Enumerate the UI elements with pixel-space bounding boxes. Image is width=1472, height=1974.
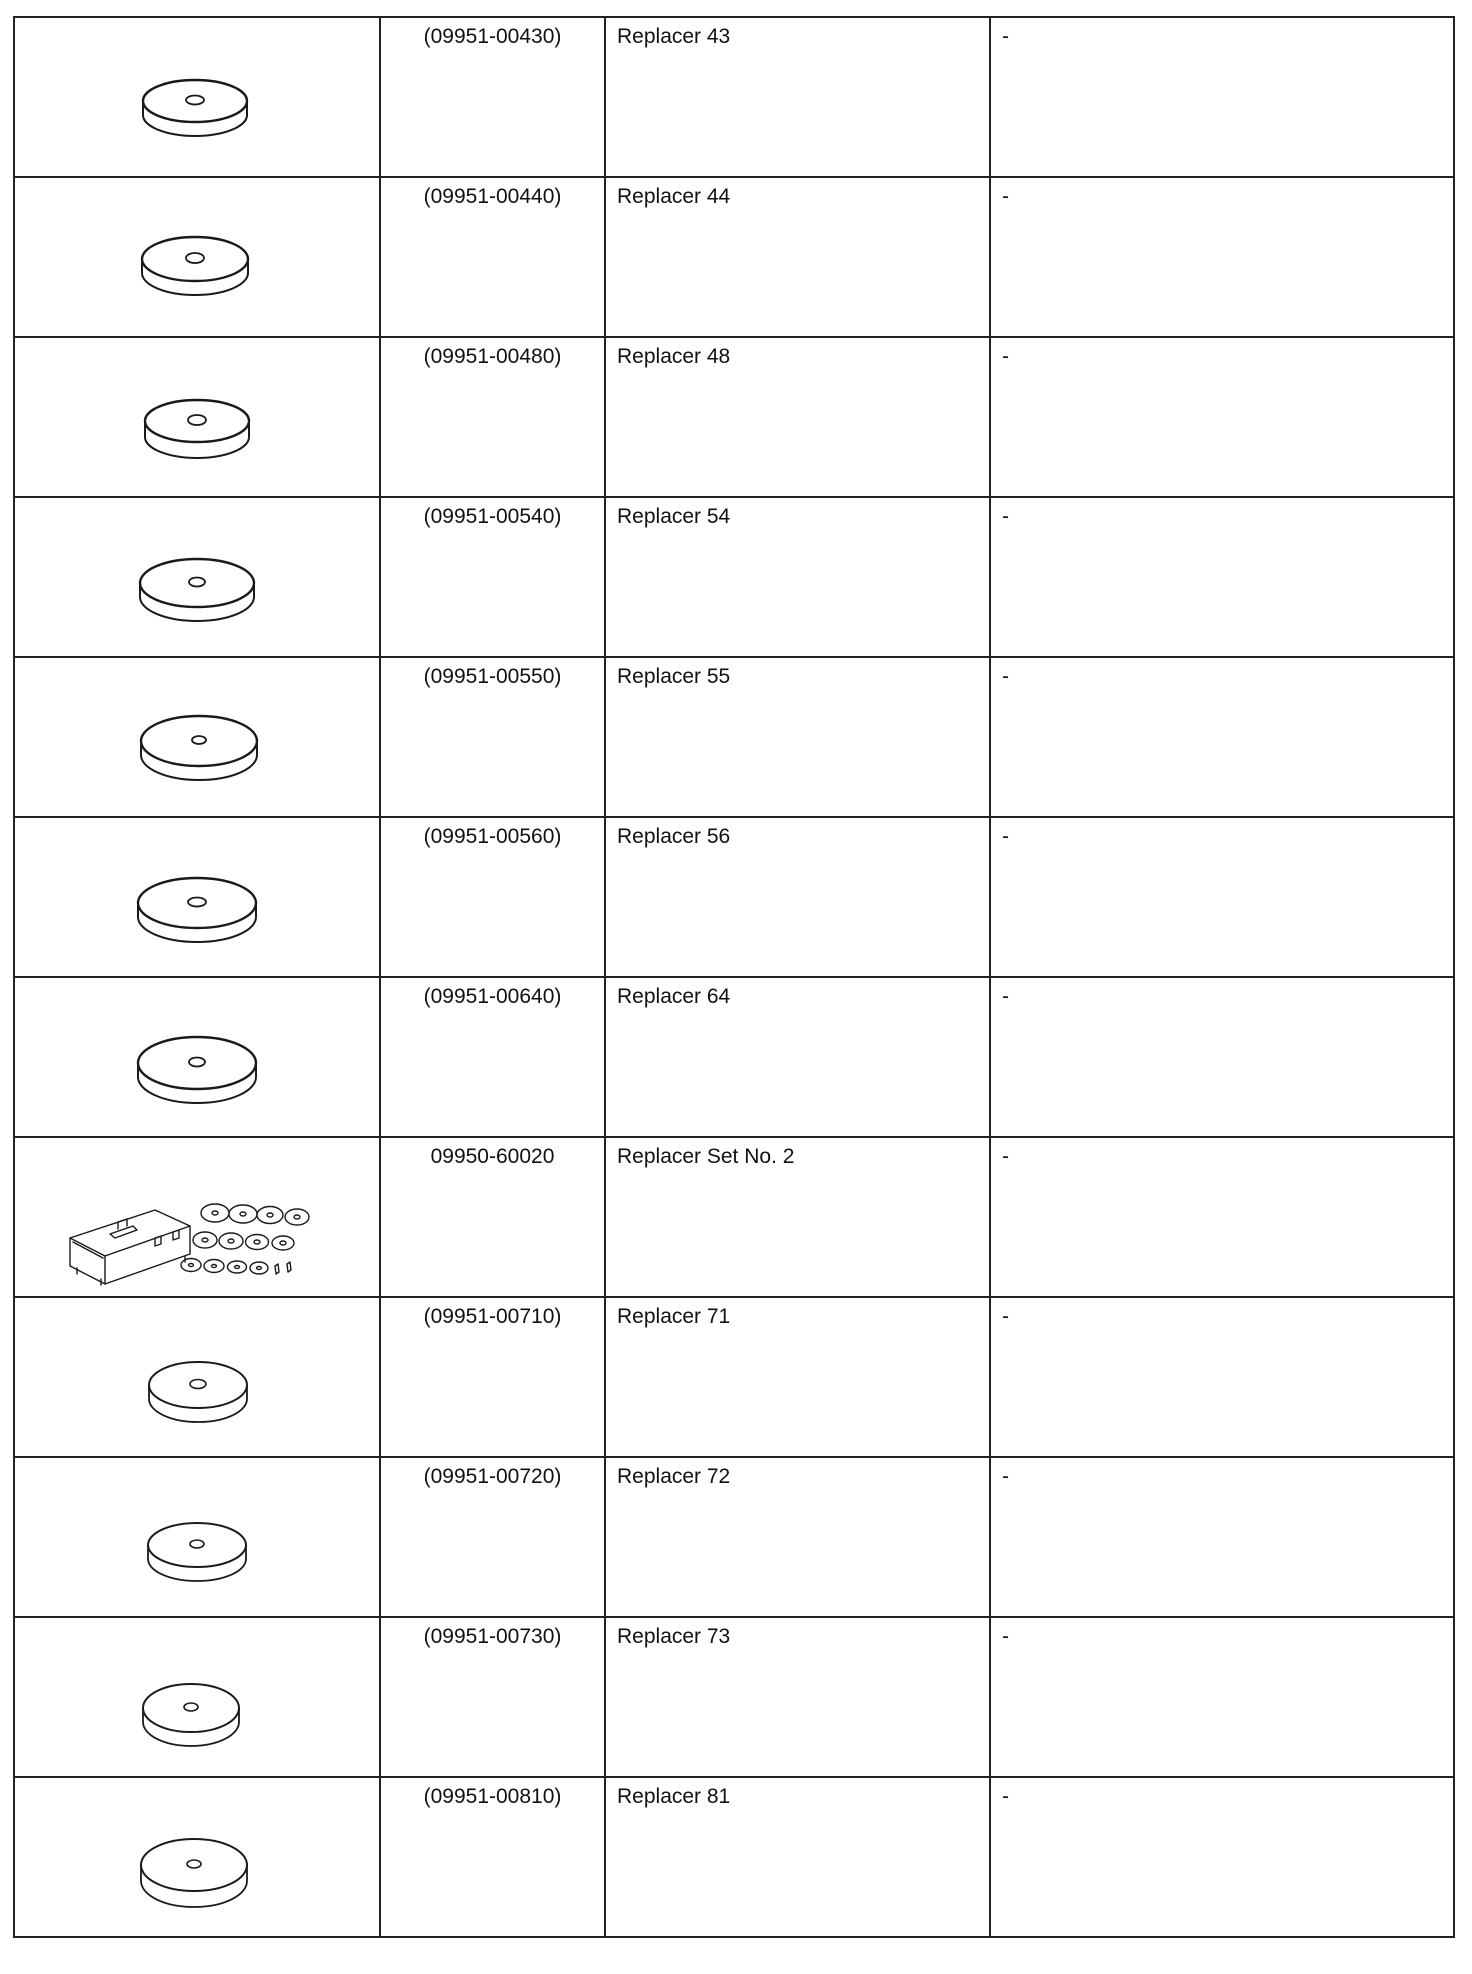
table-row	[14, 1137, 1454, 1297]
part-number: (09951-00640)	[423, 985, 562, 1008]
note: -	[1002, 345, 1009, 368]
replacer-disc-icon	[15, 818, 381, 978]
note: -	[1002, 1145, 1009, 1168]
tool-illustration-cell	[14, 1457, 380, 1617]
part-number: 09950-60020	[430, 1145, 555, 1168]
tool-name: Replacer 54	[617, 505, 731, 528]
replacer-disc-icon	[15, 498, 381, 658]
tool-name-cell	[605, 497, 990, 657]
table-row	[14, 817, 1454, 977]
table-row	[14, 657, 1454, 817]
replacer-disc-icon	[15, 658, 381, 818]
part-number-cell	[380, 1777, 605, 1937]
table-row	[14, 17, 1454, 177]
tool-name: Replacer Set No. 2	[617, 1145, 795, 1168]
part-number: (09951-00560)	[423, 825, 562, 848]
table-row	[14, 177, 1454, 337]
tool-name: Replacer 71	[617, 1305, 731, 1328]
tool-name-cell	[605, 657, 990, 817]
note-cell	[990, 1457, 1454, 1617]
table-row	[14, 1617, 1454, 1777]
replacer-disc-icon	[15, 1618, 381, 1778]
tool-illustration-cell	[14, 1777, 380, 1937]
tool-name-cell	[605, 977, 990, 1137]
tool-illustration-cell	[14, 817, 380, 977]
note: -	[1002, 1785, 1009, 1808]
part-number-cell	[380, 657, 605, 817]
note-cell	[990, 497, 1454, 657]
replacer-disc-icon	[15, 1298, 381, 1458]
tool-name: Replacer 44	[617, 185, 731, 208]
note: -	[1002, 505, 1009, 528]
tool-name: Replacer 72	[617, 1465, 731, 1488]
note: -	[1002, 185, 1009, 208]
table-row	[14, 977, 1454, 1137]
tool-name: Replacer 43	[617, 25, 731, 48]
tool-illustration-cell	[14, 1617, 380, 1777]
tool-illustration-cell	[14, 177, 380, 337]
tool-name: Replacer 64	[617, 985, 731, 1008]
replacer-set-case-icon	[15, 1138, 381, 1298]
tool-name: Replacer 73	[617, 1625, 731, 1648]
tool-name-cell	[605, 337, 990, 497]
part-number: (09951-00430)	[423, 25, 562, 48]
part-number-cell	[380, 817, 605, 977]
tool-name-cell	[605, 1617, 990, 1777]
note: -	[1002, 1305, 1009, 1328]
replacer-disc-icon	[15, 978, 381, 1138]
note: -	[1002, 825, 1009, 848]
replacer-disc-icon	[15, 338, 381, 498]
tool-illustration-cell	[14, 497, 380, 657]
table-row	[14, 337, 1454, 497]
part-number: (09951-00710)	[423, 1305, 562, 1328]
note-cell	[990, 977, 1454, 1137]
note-cell	[990, 1777, 1454, 1937]
part-number: (09951-00730)	[423, 1625, 562, 1648]
note-cell	[990, 177, 1454, 337]
replacer-disc-icon	[15, 1778, 381, 1938]
part-number-cell	[380, 177, 605, 337]
part-number-cell	[380, 1297, 605, 1457]
note: -	[1002, 985, 1009, 1008]
tool-name-cell	[605, 177, 990, 337]
part-number: (09951-00540)	[423, 505, 562, 528]
note-cell	[990, 1297, 1454, 1457]
part-number: (09951-00480)	[423, 345, 562, 368]
tool-name: Replacer 56	[617, 825, 731, 848]
tool-name-cell	[605, 1457, 990, 1617]
part-number-cell	[380, 1617, 605, 1777]
note-cell	[990, 1617, 1454, 1777]
part-number: (09951-00440)	[423, 185, 562, 208]
table-row	[14, 1297, 1454, 1457]
note-cell	[990, 1137, 1454, 1297]
replacer-disc-icon	[15, 18, 381, 178]
note-cell	[990, 17, 1454, 177]
replacer-disc-icon	[15, 178, 381, 338]
part-number-cell	[380, 1457, 605, 1617]
note-cell	[990, 337, 1454, 497]
tool-name: Replacer 55	[617, 665, 731, 688]
part-number: (09951-00810)	[423, 1785, 562, 1808]
tool-illustration-cell	[14, 977, 380, 1137]
table-row	[14, 1777, 1454, 1937]
tool-name-cell	[605, 17, 990, 177]
part-number-cell	[380, 497, 605, 657]
note: -	[1002, 1625, 1009, 1648]
table-row	[14, 497, 1454, 657]
tool-name: Replacer 48	[617, 345, 731, 368]
table-row	[14, 1457, 1454, 1617]
tool-illustration-cell	[14, 1137, 380, 1297]
special-tools-table	[13, 16, 1455, 1938]
tool-name-cell	[605, 1137, 990, 1297]
tool-name: Replacer 81	[617, 1785, 731, 1808]
replacer-disc-icon	[15, 1458, 381, 1618]
note: -	[1002, 665, 1009, 688]
tool-illustration-cell	[14, 1297, 380, 1457]
tool-name-cell	[605, 1297, 990, 1457]
note: -	[1002, 25, 1009, 48]
note-cell	[990, 817, 1454, 977]
tool-name-cell	[605, 1777, 990, 1937]
tool-illustration-cell	[14, 657, 380, 817]
part-number: (09951-00720)	[423, 1465, 562, 1488]
part-number-cell	[380, 977, 605, 1137]
part-number: (09951-00550)	[423, 665, 562, 688]
tool-name-cell	[605, 817, 990, 977]
part-number-cell	[380, 17, 605, 177]
tool-illustration-cell	[14, 17, 380, 177]
part-number-cell	[380, 337, 605, 497]
tool-illustration-cell	[14, 337, 380, 497]
part-number-cell	[380, 1137, 605, 1297]
note-cell	[990, 657, 1454, 817]
note: -	[1002, 1465, 1009, 1488]
